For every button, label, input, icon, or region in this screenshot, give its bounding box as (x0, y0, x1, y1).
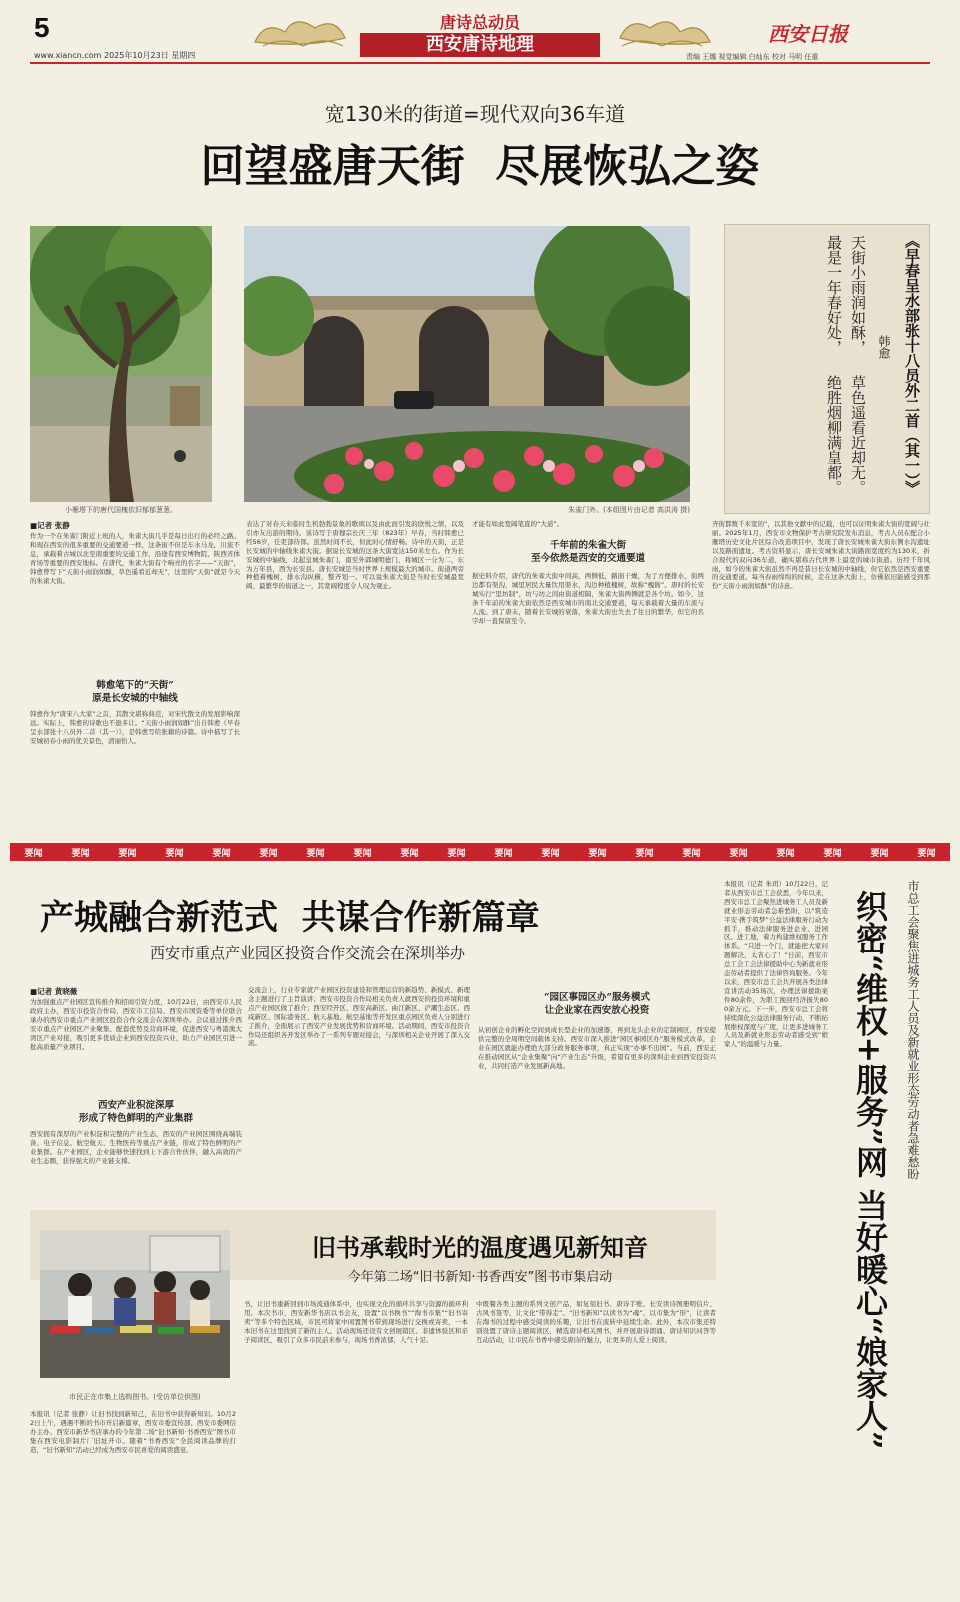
poem-box (724, 224, 930, 514)
divider-label: 要闻 (353, 848, 372, 859)
story2-col1: 为加强重点产业园区宣传推介和招商引资力度，10月22日，由西安市人民政府主办，西安市投资合作局、西安市工信局、西安市国资委等单位联合承办的西安市重点产业园区投资合作交流会在深圳举办。会议通过推介西安市重点产业园区产业聚集、配套优势及营商环境，促进西安与粤港澳大湾区产业对接，吸引更多优质企业到西安投资兴业，助力产业园区引进一批高质量产业项目。 (30, 998, 242, 1051)
story2-byline: ■记者 黄晓薇 (30, 987, 78, 996)
story2-col1b: 西安拥有深厚的产业积淀和完整的产业生态，西安的产业园区围绕高端装备、电子信息、航空航天、生物医药等重点产业链，形成了特色鲜明的产业集群。在产业园区，企业能够快速找到上下游合作伙伴，融入高效的产业生态圈，获得强大的产业链支撑。 (30, 1130, 242, 1165)
divider-label: 要闻 (118, 848, 137, 859)
news-divider (10, 843, 950, 861)
story4-subhead: 今年第二场“旧书新知·书香西安”图书市集启动 (347, 1270, 613, 1285)
story2-sub2: “园区事园区办”服务模式 让企业家在西安放心投资 (544, 992, 650, 1016)
divider-label: 要闻 (635, 848, 654, 859)
story1-col4: 齐街都数千米宽的”，以其他文献中的记载，也可以证明朱雀大街的宽阔与壮丽。2025年1月，西安市文物保护考古研究院发布消息，考古人员在配合小雁塔历史文化片区综合改造项目中，发现了唐长安城朱雀大街东侧水沟遗址以及路面遗址。考古资料显示，唐长安城朱雀大街路面宽度约为130米，折合现代的双向36车道，确实堪称古代世界上最宽的城市街道。历经千年风雨，如今的朱雀大街虽然不再是昔日长安城的中轴线，但它依然是西安重要的交通要道。每当春雨绵绵的时候，走在这条大街上，仿佛依旧能感受到那份“天街小雨润如酥”的诗意。 (712, 520, 930, 591)
story1-sub2: 千年前的朱雀大街 至今依然是西安的交通要道 (530, 540, 645, 564)
divider-label: 要闻 (259, 848, 278, 859)
divider-label: 要闻 (729, 848, 748, 859)
divider-label: 要闻 (71, 848, 90, 859)
story2-subhead: 西安市重点产业园区投资合作交流会在深圳举办 (150, 944, 466, 962)
divider-label: 要闻 (917, 848, 936, 859)
divider-label: 要闻 (870, 848, 889, 859)
cloud-ornament-left (245, 12, 355, 60)
divider-label: 要闻 (165, 848, 184, 859)
book-market-photo (40, 1230, 230, 1378)
story2-headline: 产城融合新范式 共谋合作新篇章 (40, 898, 540, 938)
story2-col3: 从初创企业的孵化空间到成长型企业的加速器，再到龙头企业的定制园区，西安提供完整的全周期空间载体支持。西安市深入推进“园区事园区办”服务模式改革，企业在园区就能办理绝大部分政务服务事项，真正实现“办事不出园”。当前，西安正在推动园区从“企业集聚”向“产业生态”升级，希望有更多的深圳企业到西安投资兴业，共同打造产业发展新高地。 (478, 1026, 716, 1070)
divider-label: 要闻 (682, 848, 701, 859)
story2-sub1: 西安产业积淀深厚 形成了特色鲜明的产业集群 (78, 1100, 193, 1124)
divider-label: 要闻 (400, 848, 419, 859)
poem-line-4: 绝胜烟柳满皇都。 (825, 375, 843, 495)
book-market-photo-caption: 市民正在市集上选购图书。(受访单位供图) (69, 1393, 201, 1401)
divider-label: 要闻 (447, 848, 466, 859)
story1-col3a: 才能有如此宽阔笔直的“大道”。 (472, 520, 564, 528)
divider-label: 要闻 (494, 848, 513, 859)
editors-line: 责编 王娜 视觉编辑 白灿东 校对 马明 任重 (686, 53, 819, 61)
story1-col1a: 作为一个在朱雀门附近上班的人，朱雀大街几乎是每日出行的必经之路。和现在西安的很多重要的交通要道一样，这条街不但是车水马龙，川流不息，承载着古城以北至南重要的交通工作，沿途有西安博物院、陕西省体育场等重要的西安地标。在唐代，朱雀大街有个响亮的名字——“天街”，韩愈曾写下“天街小雨润如酥，草色遥看近却无”，这里的“天街”就是今天的朱雀大街。 (30, 532, 240, 585)
story4-col3: 中既餐各类主题的系列文创产品，如复刻旧书、唐诗手账、长安读诗图册明信片、古风书签等，让文化“带得走”。“旧书新知”以读书为“魂”，以市集为“形”，让读者在淘书的过程中感受阅读的乐趣，让旧书在流转中延续生命。此外，本次市集还特别设置了唐诗主题阅读区，精选唐诗相关图书，并开展唐诗朗诵、唐诗知识问答等互动活动，让市民在书香中感受唐诗的魅力，让更多的人爱上阅读。 (476, 1300, 716, 1344)
story1-col1b: 韩愈作为“唐宋八大家”之首，其散文堪称典范，对宋代散文的发展影响深远。实际上，韩愈的诗歌也不逊多让。“天街小雨润如酥”出自韩愈《早春呈水部张十八员外二首（其一）》，是韩愈写给张籍的诗篇。诗中描写了长安城初春小雨的优美景色，清丽怡人。 (30, 710, 240, 745)
story2-col2: 交流会上，行业专家就产业园区投资建设和管理运营的新趋势、新模式、新理念主题进行了主旨演讲；西安市投资合作局相关负责人就西安的投资环境和重点产业园区做了推介；西安经开区、西安高新区、曲江新区、浐灞生态区、西咸新区、国际港务区、航天基地、航空基地等开发区重点园区负责人分别进行了推介，全面展示了西安产业发展优势和营商环境。活动期间，西安市投资合作局还组织各开发区举办了一系列专题对接会，与深圳相关企业开展了深入交流。 (248, 986, 470, 1048)
divider-label: 要闻 (24, 848, 43, 859)
divider-label: 要闻 (212, 848, 231, 859)
site-date: www.xiancn.com 2025年10月23日 星期四 (34, 51, 196, 60)
newspaper-logo: 西安日报 (768, 22, 848, 46)
story1-byline: ■记者 张静 (30, 521, 70, 530)
story4-col1: 本报讯（记者 张静）让旧书找到新知己，在旧书中获得新知识。10月22日上午，遇遇不断的书市开启新篇章，西安市委宣传部、西安市委网信办主办、西安市新华书店承办的今年第二场“旧书新知·书香西安”图书市集在西安电影制片厂旧址开市。随着“书香西安”全民阅读品牌的打造，“旧书新知”活动已经成为西安市民喜爱的阅读盛宴。 (30, 1410, 236, 1454)
page-number: 5 (34, 12, 50, 43)
gate-photo (244, 226, 690, 502)
story3-kicker: 市总工会聚焦进城务工人员及新就业形态劳动者急难愁盼 (906, 880, 920, 1180)
section-top: 唐诗总动员 (439, 13, 520, 32)
masthead-rule (30, 62, 930, 64)
tree-photo-caption: 小雁塔下的唐代国槐依旧郁郁葱葱。 (65, 506, 177, 514)
story1-col2: 表达了对春天来临时生机勃勃景象的歌颂以及由此而引发的欣悦之情，以及引亦友出游的期待。该诗写于唐穆宗长庆三年（823年）早春，当时韩愈已经56岁，任吏部侍郎。虽然时间不长，但此时心情舒畅。诗中的天街，正是长安城的中轴线朱雀大街。据说长安城的这条大街宽达150米左右。作为长安城的中轴线，北起皇城朱雀门，南至外郭城明德门，将城区一分为二，东为万年县，西为长安县。唐长安城是当时世界上规模最大的城市。街道两旁种植着槐树，排水沟纵横，整齐划一。可以说朱雀大街是当时长安城最宽阔、最繁华的街道之一，其宽阔程度令人叹为观止。 (246, 520, 464, 591)
story3-text: 本报讯（记者 朱玥）10月22日，记者从西安市总工会获悉，今年以来，西安市总工会聚焦进城务工人员及新就业形态劳动者急难愁盼，以“筑造平安·携手筑梦”公益法律服务行动为抓手，推动法律服务进企业、进园区、进工地，着力构建维权服务工作体系。“只进一个门，就能把大家问题解决，太省心了！”日前，西安市总工会工会法律援助中心为新就业形态劳动者提供了法律咨询服务。今年以来，西安市总工会共开展各类法律宣讲活动35场次，办理法律援助案件80余件，为职工挽回经济损失800余万元。下一步，西安市总工会将持续深化公益法律服务行动，不断拓展维权深度与广度，让更多进城务工人员及新就业形态劳动者感受到“娘家人”的温暖与力量。 (724, 880, 828, 1049)
divider-label: 要闻 (588, 848, 607, 859)
tree-photo (30, 226, 212, 502)
story1-sub1: 韩愈笔下的“天街” 原是长安城的中轴线 (92, 680, 178, 704)
poem-line-3: 最是一年春好处， (825, 235, 843, 355)
story1-kicker: 宽130米的街道=现代双向36车道 (324, 102, 626, 126)
poem-author: 韩愈 (877, 335, 891, 359)
divider-label: 要闻 (306, 848, 325, 859)
gate-photo-caption: 朱雀门外。(本组图片由记者 高洪涛 摄) (568, 506, 690, 514)
poem-line-1: 天街小雨润如酥， (849, 235, 867, 355)
story4-headline: 旧书承载时光的温度遇见新知音 (312, 1233, 648, 1262)
poem-title: 《早春呈水部张十八员外二首（其一）》 (903, 233, 921, 496)
story1-col3b: 据史料介绍，唐代的朱雀大街中间高，两侧低，路面干燥，为了方便排水，街两边都有渠沟，城里居民大量饮用渠水，沟边种植槐树，故称“槐衙”。唐时的长安城实行“里坊制”，坊与坊之间由街道相隔，朱雀大街两侧就是各个坊。如今，这条千年前的朱雀大街依然是西安城市的南北交通要道，每天承载着大量的车流与人流。到了唐末，随着长安城的衰落，朱雀大街也失去了往日的繁华，但它的名字却一直保留至今。 (472, 572, 704, 625)
story3-headline: 织密“维权+服务”网 当好暖心“娘家人” (851, 890, 889, 1450)
story1-headline: 回望盛唐天街 尽展恢弘之姿 (200, 141, 760, 192)
divider-label: 要闻 (776, 848, 795, 859)
section-title: 西安唐诗地理 (360, 33, 600, 57)
story4-col2: 书，让旧书重新回到市场流通体系中，也实现文化的循环共享与资源的循环利用。本次书市，西安新华书店以书会友，设置“以书换书”“淘书市集”“旧书寄卖”等多个特色区域，市民可将家中闲置图书带到现场进行交换或寄卖，一本本旧书在这里找到了新的主人。活动现场还设有文创展销区、非遗体验区和亲子阅读区，吸引了众多市民前来参与，现场书香浓郁，人气十足。 (244, 1300, 468, 1344)
poem-line-2: 草色遥看近却无。 (849, 375, 867, 495)
divider-label: 要闻 (541, 848, 560, 859)
divider-label: 要闻 (823, 848, 842, 859)
masthead (0, 0, 960, 68)
